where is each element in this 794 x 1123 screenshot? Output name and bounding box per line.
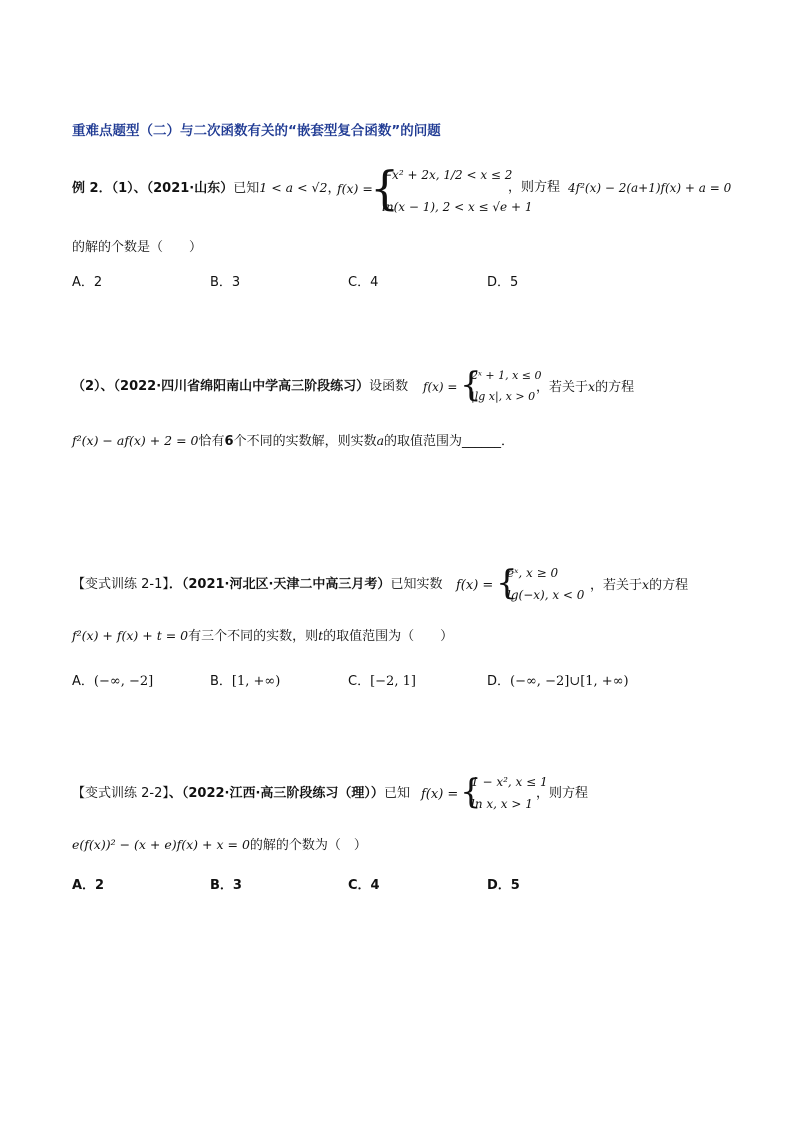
comma: ，	[327, 181, 341, 196]
condition-math: 1 < a < √2	[259, 180, 328, 195]
choice-b: B．3	[210, 275, 241, 290]
piece-1: −x² + 2x, 1/2 < x ≤ 2	[382, 168, 513, 182]
choice-b: B．3	[210, 878, 242, 893]
variant-source: ．（2021·河北区·天津二中高三月考）	[168, 577, 391, 592]
text: 个不同的实数解，则实数	[233, 434, 377, 449]
example-label: （2）、（2022·四川省绵阳南山中学高三阶段练习）	[72, 379, 370, 394]
piecewise-brace: {	[496, 563, 518, 603]
piece-2: ln(x − 1), 2 < x ≤ √e + 1	[382, 200, 533, 214]
text: 有三个不同的实数，则	[188, 629, 319, 644]
equation: f²(x) + f(x) + t = 0	[72, 628, 189, 643]
text: 的取值范围为（ ）	[323, 629, 454, 644]
count: 6	[224, 434, 234, 449]
then-text: ，则方程	[536, 786, 589, 801]
variant-label: 【变式训练 2-2】	[72, 786, 169, 801]
function-name: f(x) =	[456, 578, 494, 593]
var-a: a	[376, 433, 385, 448]
choice-c: C．4	[348, 878, 380, 893]
condition-text: 已知实数	[390, 577, 443, 592]
var-t: t	[318, 628, 324, 643]
function-name: f(x) =	[423, 380, 458, 394]
piece-1: 1 − x², x ≤ 1	[471, 775, 548, 789]
piecewise-brace: {	[460, 772, 482, 812]
then-text-2: 的方程	[595, 380, 635, 395]
var-x: x	[642, 577, 650, 592]
function-name: f(x) =	[421, 787, 459, 802]
answer-blank: ______	[462, 434, 502, 449]
piecewise-brace: {	[370, 161, 400, 215]
choice-d: D．5	[487, 878, 520, 893]
condition-text: 已知	[383, 786, 410, 801]
text: 的取值范围为	[384, 434, 463, 449]
question-line-2: 的解的个数是（ ）	[72, 240, 203, 255]
text: 的解的个数为（ ）	[249, 838, 367, 853]
section-heading: 重难点题型（二）与二次函数有关的“嵌套型复合函数”的问题	[72, 123, 441, 139]
example-label: 例 2．（1）、（2021·山东）	[72, 181, 234, 196]
function-name: f(x) =	[337, 181, 373, 196]
then-text: ，则方程	[508, 180, 561, 195]
choice-d: D．(−∞, −2]∪[1, +∞)	[487, 674, 629, 689]
choice-c: C．4	[348, 275, 379, 290]
piece-1: 2ˣ + 1, x ≤ 0	[471, 369, 542, 382]
condition-text: 已知	[233, 181, 260, 196]
choice-d: D．5	[487, 275, 519, 290]
equation: e(f(x))² − (x + e)f(x) + x = 0	[72, 837, 250, 852]
equation: 4f²(x) − 2(a+1)f(x) + a = 0	[568, 181, 732, 195]
equation: f²(x) − af(x) + 2 = 0	[72, 433, 199, 448]
choice-c: C．[−2, 1]	[348, 674, 416, 689]
var-x: x	[588, 379, 596, 394]
piece-2: lg(−x), x < 0	[507, 588, 585, 602]
text: 恰有	[198, 434, 225, 449]
then-text: ，若关于	[590, 578, 643, 593]
choice-a: A．(−∞, −2]	[72, 674, 154, 689]
choice-b: B．[1, +∞)	[210, 674, 281, 689]
then-text-2: 的方程	[649, 578, 689, 593]
period: ．	[501, 434, 515, 449]
variant-source: 、（2022·江西·高三阶段练习（理））	[168, 786, 384, 801]
variant-label: 【变式训练 2-1】	[72, 577, 169, 592]
choice-a: A．2	[72, 275, 103, 290]
then-text: ，若关于	[536, 380, 589, 395]
piecewise-brace: {	[460, 365, 482, 405]
piece-1: eˣ, x ≥ 0	[507, 566, 559, 580]
choice-a: A．2	[72, 878, 105, 893]
piece-2: |lg x|, x > 0	[471, 390, 536, 403]
condition-text: 设函数	[369, 379, 409, 394]
piece-2: ln x, x > 1	[471, 797, 533, 811]
